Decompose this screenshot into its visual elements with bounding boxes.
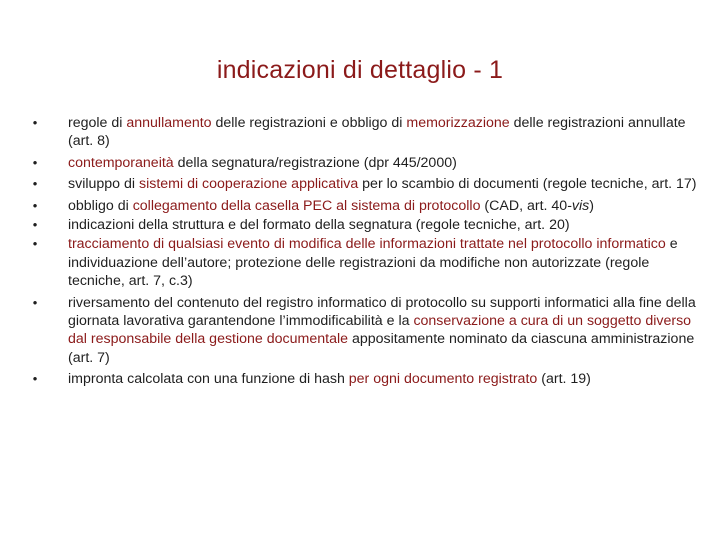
bullet-text: vis: [571, 197, 590, 214]
bullet-dot-icon: •: [32, 115, 38, 130]
highlighted-text: tracciamento di qualsiasi evento di modifica delle informazioni trattate nel protocollo informatico: [68, 236, 666, 253]
bullet-text: della segnatura/registrazione (dpr 445/2000): [173, 154, 457, 171]
bullet-text: e individuazione dell’autore; protezione delle registrazioni da modifiche non autorizzate (regole tecniche, art. 7, c.3): [68, 236, 678, 290]
bullet-item: [30, 294, 702, 368]
bullet-text: impronta calcolata con una funzione di hash: [68, 371, 349, 388]
bullet-text: riversamento del contenuto del registro informatico di protocollo su supporti informatici alla fine della giornata lavorativa garantendone l’immodificabilità e la: [68, 294, 696, 330]
highlighted-text: sistemi di cooperazione applicativa: [138, 176, 359, 193]
bullet-text: ): [589, 197, 594, 214]
bullet-text: (art. 19): [537, 371, 591, 388]
bullet-dot-icon: •: [32, 176, 38, 192]
bullet-text: delle registrazioni annullate (art. 8): [68, 115, 686, 150]
bullet-text: appositamente nominato da ciascuna amministrazione (art. 7): [68, 331, 695, 366]
bullet-text: obbligo di: [68, 197, 133, 214]
bullet-item: [30, 370, 702, 388]
bullet-item: [30, 235, 702, 290]
highlighted-text: contemporaneità: [68, 154, 174, 171]
bullet-list: [30, 114, 702, 389]
bullet-text: delle registrazioni e obbligo di: [211, 115, 407, 131]
bullet-item: [30, 114, 702, 151]
bullet-text: per lo scambio di documenti (regole tecniche, art. 17): [358, 176, 697, 193]
bullet-dot-icon: •: [32, 236, 38, 252]
bullet-text: (CAD, art. 40-: [480, 197, 572, 214]
highlighted-text: conservazione a cura di un soggetto diverso dal responsabile della gestione documentale: [68, 313, 692, 348]
highlighted-text: collegamento della casella PEC al sistema di protocollo: [132, 197, 481, 214]
bullet-item: [30, 175, 702, 193]
bullet-dot-icon: •: [32, 154, 38, 170]
bullet-text: sviluppo di: [68, 176, 139, 193]
highlighted-text: per ogni documento registrato: [348, 371, 538, 388]
bullet-item: [30, 154, 702, 172]
bullet-dot-icon: •: [32, 217, 38, 233]
bullet-item: [30, 197, 702, 215]
bullet-dot-icon: •: [32, 294, 38, 310]
highlighted-text: annullamento: [126, 115, 212, 131]
highlighted-text: memorizzazione: [406, 115, 510, 131]
slide-title: indicazioni di dettaglio - 1: [216, 56, 504, 84]
bullet-text: regole di: [68, 115, 127, 131]
bullet-dot-icon: •: [32, 371, 38, 387]
bullet-item: [30, 216, 702, 234]
bullet-dot-icon: •: [32, 197, 38, 213]
bullet-text: indicazioni della struttura e del formato della segnatura (regole tecniche, art. 20): [68, 217, 570, 234]
